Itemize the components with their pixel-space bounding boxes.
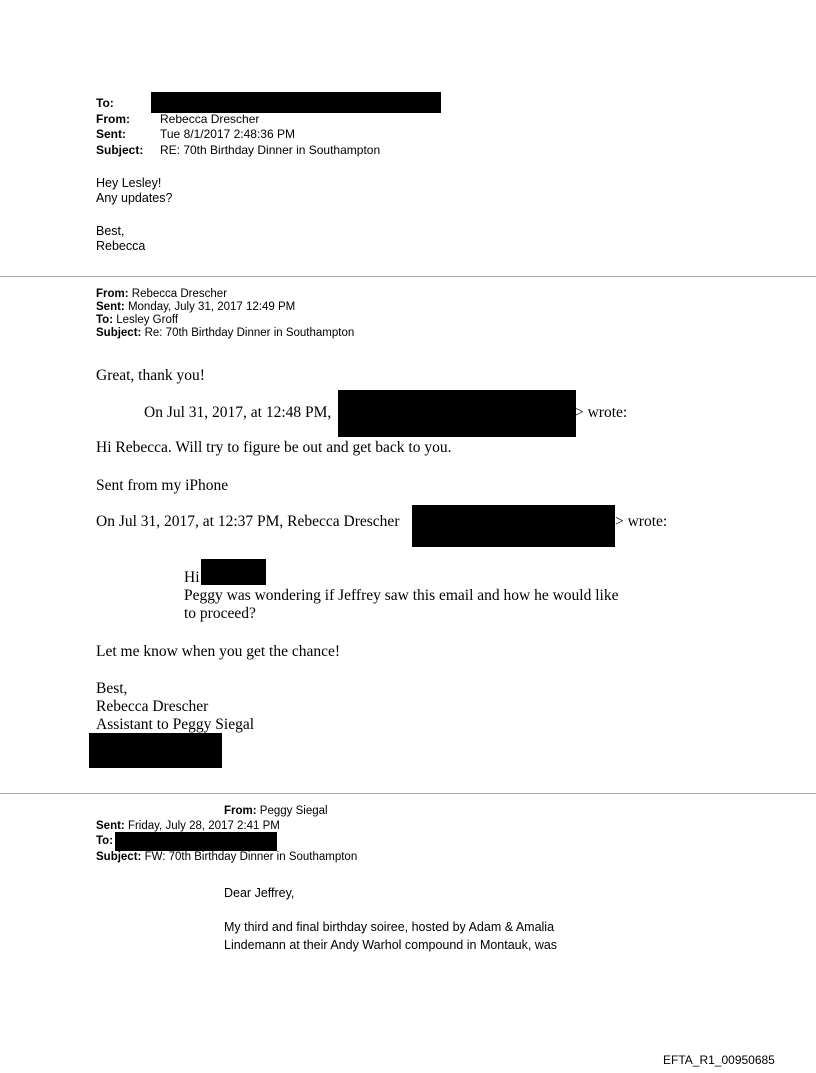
- divider: [0, 793, 816, 794]
- body-line: Hi Rebecca. Will try to figure be out and get back to you.: [96, 439, 452, 456]
- body-line: Best,: [96, 224, 125, 238]
- sent-label: Sent:: [96, 127, 126, 141]
- subject-label: Subject:: [96, 143, 144, 157]
- from-value: Rebecca Drescher: [160, 112, 260, 126]
- redaction-box: [115, 832, 277, 851]
- subject-value: Re: 70th Birthday Dinner in Southampton: [144, 327, 355, 339]
- subject-line: [96, 327, 354, 340]
- sent-value: Tue 8/1/2017 2:48:36 PM: [160, 127, 295, 141]
- salutation: Dear Jeffrey,: [224, 886, 295, 900]
- body-line: Let me know when you get the chance!: [96, 643, 341, 660]
- body-line: Lindemann at their Andy Warhol compound in Montauk, was: [224, 938, 558, 952]
- to-value: Lesley Groff: [116, 314, 179, 326]
- body-line: to proceed?: [184, 605, 256, 622]
- divider: [0, 276, 816, 277]
- sent-value: Friday, July 28, 2017 2:41 PM: [127, 820, 280, 832]
- document-id: EFTA_R1_00950685: [663, 1053, 775, 1067]
- to-line: [96, 314, 178, 327]
- sent-line: [96, 820, 280, 833]
- from-value: Peggy Siegal: [259, 805, 328, 817]
- subject-line: [96, 851, 357, 864]
- sent-label: Sent:: [96, 301, 125, 313]
- body-line: Rebecca: [96, 239, 146, 253]
- from-line: [224, 805, 328, 818]
- to-label: To:: [96, 96, 114, 110]
- body-line: Peggy was wondering if Jeffrey saw this email and how he would like: [184, 587, 619, 604]
- signature-title: Assistant to Peggy Siegal: [96, 716, 255, 733]
- sent-label: Sent:: [96, 820, 125, 832]
- sent-value: Monday, July 31, 2017 12:49 PM: [127, 301, 296, 313]
- redaction-box: [201, 559, 266, 585]
- quote-header-suffix: > wrote:: [575, 404, 628, 421]
- from-label: From:: [96, 288, 129, 300]
- subject-value: RE: 70th Birthday Dinner in Southampton: [160, 143, 381, 157]
- to-label: To:: [96, 835, 114, 847]
- sent-line: [96, 301, 295, 314]
- subject-label: Subject:: [96, 327, 142, 339]
- from-value: Rebecca Drescher: [131, 288, 228, 300]
- body-line: Hi: [184, 569, 200, 586]
- subject-label: Subject:: [96, 851, 142, 863]
- body-line: Great, thank you!: [96, 367, 205, 384]
- redaction-box: [338, 390, 576, 437]
- to-line: [96, 835, 113, 848]
- signature-name: Rebecca Drescher: [96, 698, 209, 715]
- from-line: [96, 288, 227, 301]
- from-label: From:: [224, 805, 257, 817]
- body-line: My third and final birthday soiree, hosted by Adam & Amalia: [224, 920, 555, 934]
- to-label: To:: [96, 314, 114, 326]
- body-line: Best,: [96, 680, 128, 697]
- redaction-box: [89, 733, 222, 768]
- from-label: From:: [96, 112, 130, 126]
- redaction-box: [412, 505, 615, 547]
- body-line: Sent from my iPhone: [96, 477, 229, 494]
- redaction-box: [151, 92, 441, 113]
- quote-header: On Jul 31, 2017, at 12:48 PM,: [144, 404, 332, 421]
- subject-value: FW: 70th Birthday Dinner in Southampton: [144, 851, 358, 863]
- body-line: Hey Lesley!: [96, 176, 162, 190]
- quote-header-suffix: > wrote:: [615, 513, 668, 530]
- body-line: Any updates?: [96, 191, 173, 205]
- quote-header: On Jul 31, 2017, at 12:37 PM, Rebecca Drescher: [96, 513, 400, 530]
